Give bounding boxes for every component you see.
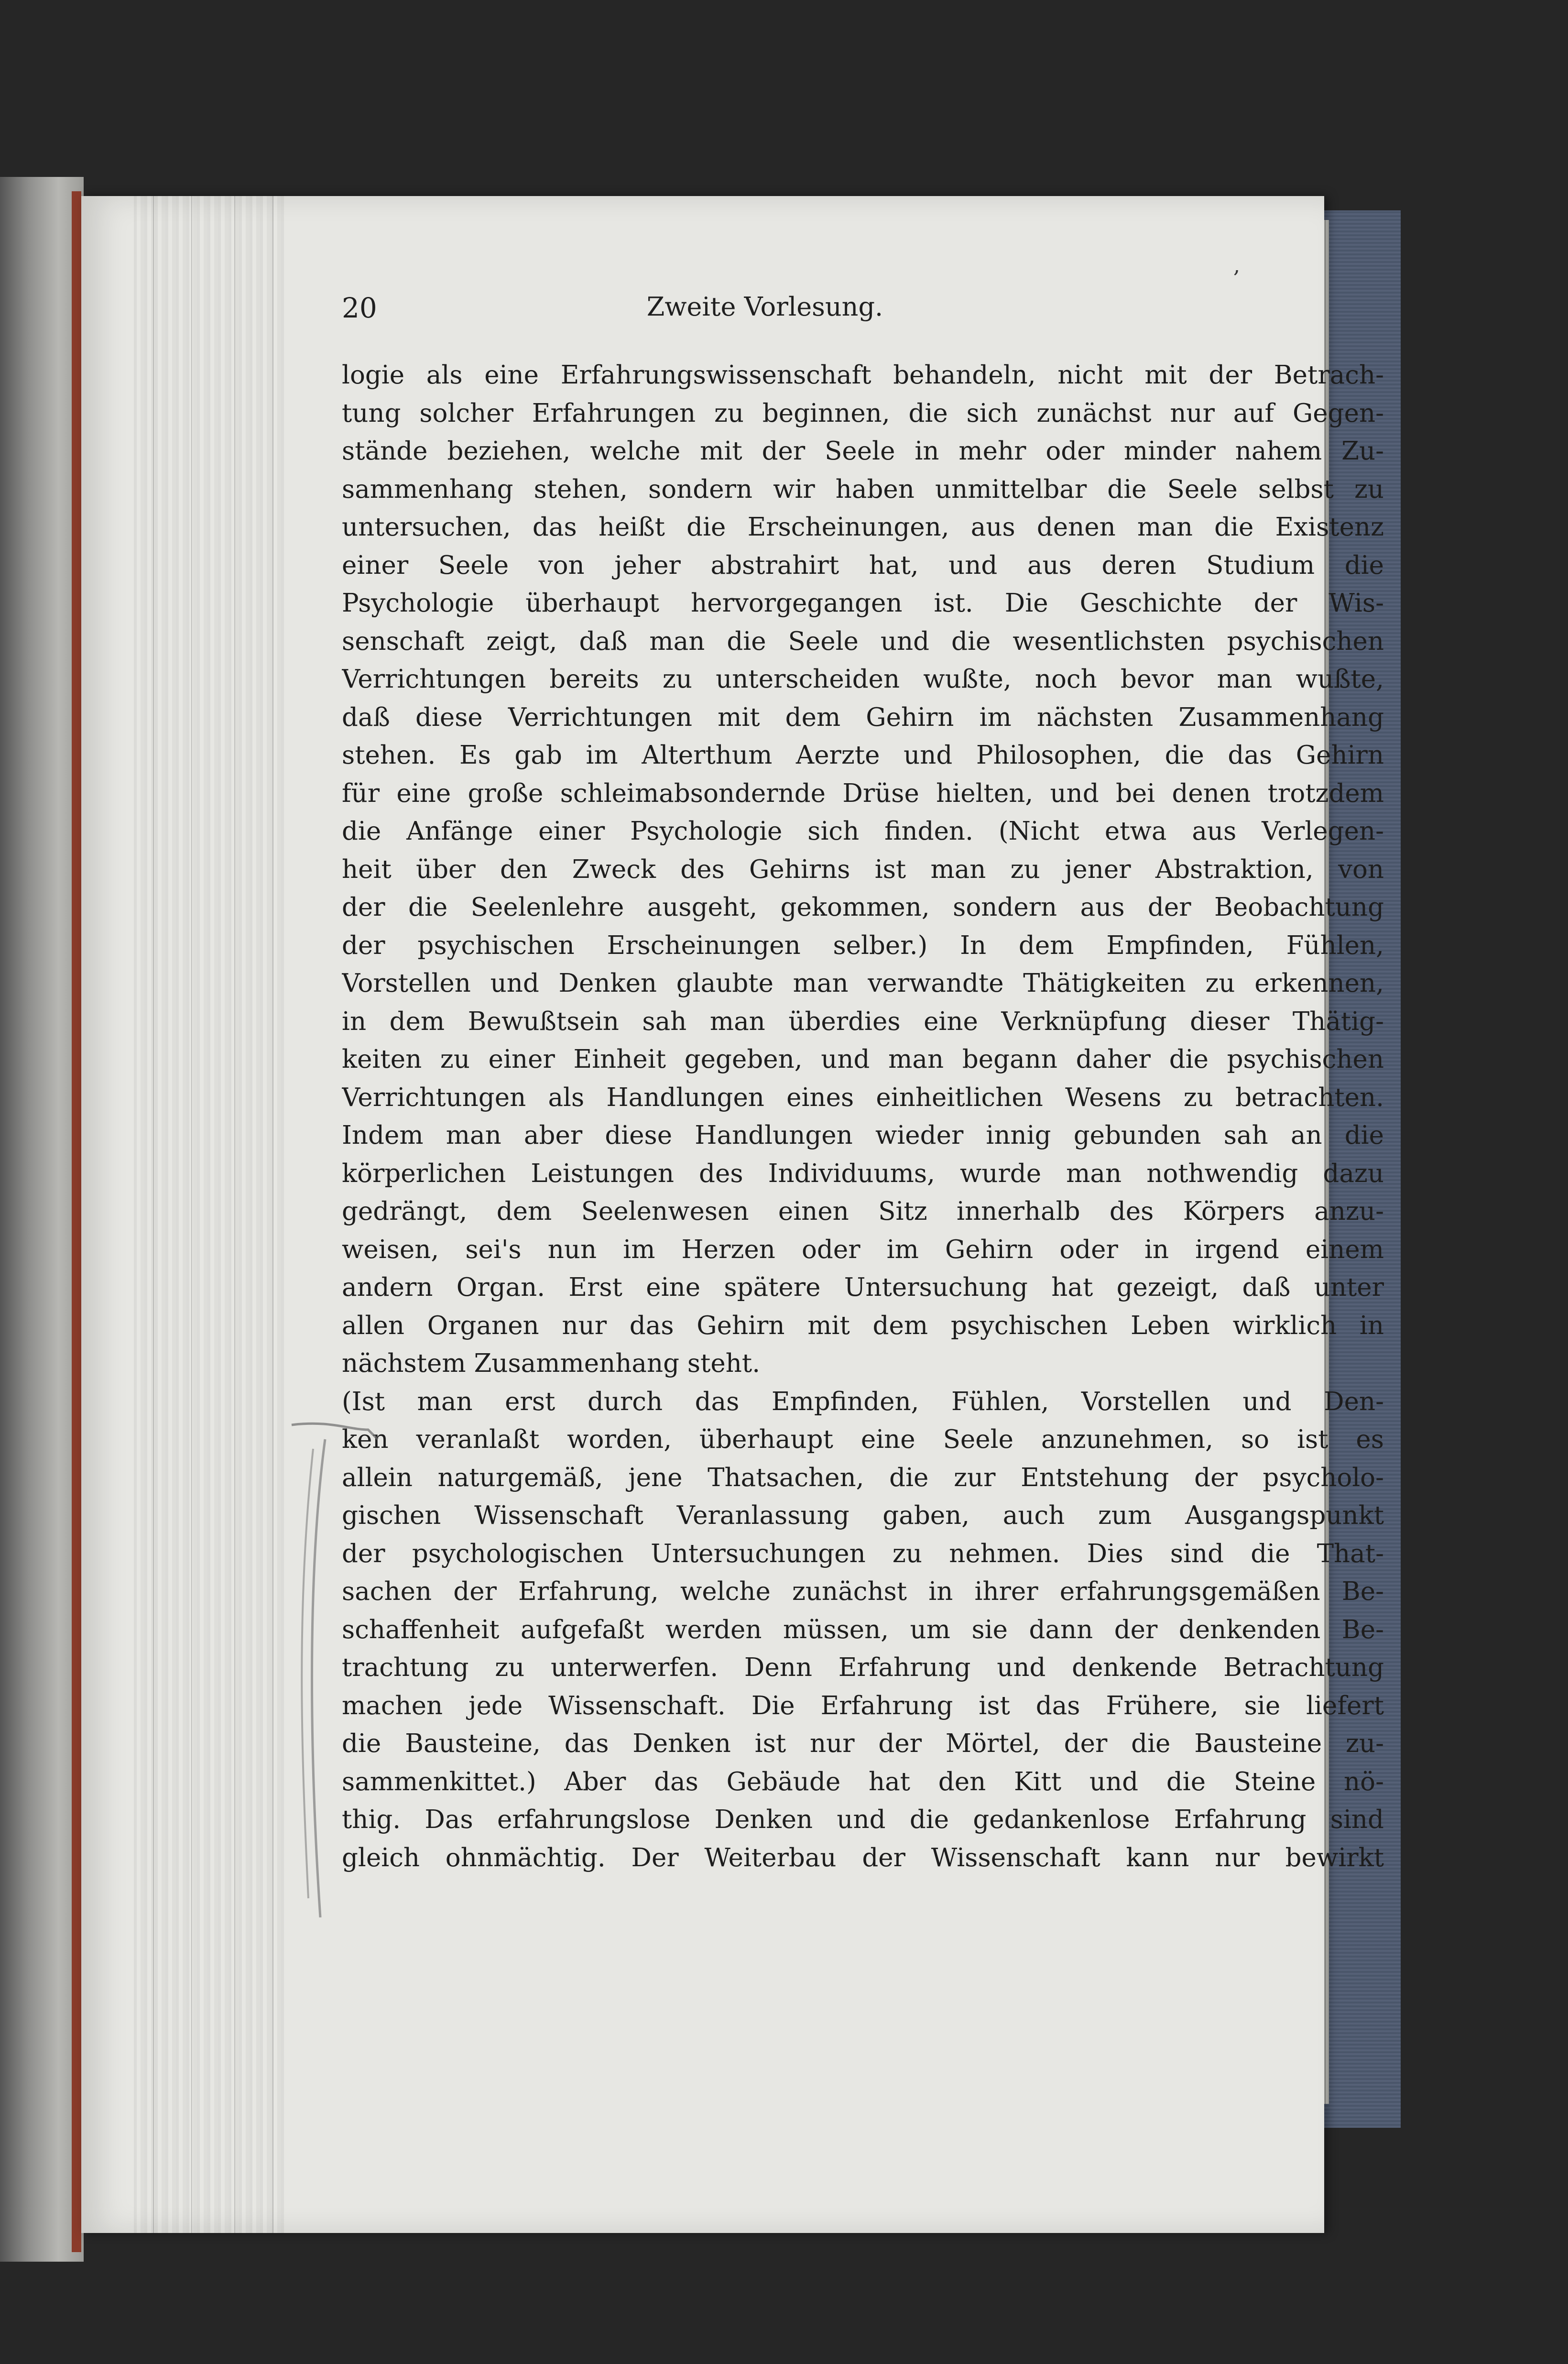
text-line: stände beziehen, welche mit der Seele in mehr oder minder nahem Zu- [342, 437, 1384, 466]
text-line: logie als eine Erfahrungswissenschaft behandeln, nicht mit der Betrach- [342, 361, 1384, 390]
text-line: allen Organen nur das Gehirn mit dem psychischen Leben wirklich in [342, 1311, 1384, 1340]
left-page-edge [0, 177, 84, 2262]
text-line: nächstem Zusammenhang steht. [342, 1349, 761, 1378]
text-line: sammenhang stehen, sondern wir haben unmittelbar die Seele selbst zu [342, 474, 1384, 504]
text-line: heit über den Zweck des Gehirns ist man zu jener Abstraktion, von [342, 854, 1384, 884]
text-line: untersuchen, das heißt die Erscheinungen, aus denen man die Existenz [342, 513, 1384, 542]
text-line: sachen der Erfahrung, welche zunächst in ihrer erfahrungsgemäßen Be- [342, 1577, 1384, 1606]
text-line: gedrängt, dem Seelenwesen einen Sitz innerhalb des Körpers anzu- [342, 1197, 1384, 1226]
text-line: trachtung zu unterwerfen. Denn Erfahrung und denkende Betrachtung [342, 1653, 1384, 1682]
text-line: machen jede Wissenschaft. Die Erfahrung ist das Frühere, sie liefert [342, 1691, 1384, 1720]
text-line: körperlichen Leistungen des Individuums, wurde man nothwendig dazu [342, 1159, 1384, 1188]
text-line: einer Seele von jeher abstrahirt hat, und aus deren Studium die [342, 550, 1384, 580]
text-line: keiten zu einer Einheit gegeben, und man begann daher die psychischen [342, 1045, 1384, 1074]
text-line: thig. Das erfahrungslose Denken und die gedankenlose Erfahrung sind [342, 1805, 1384, 1834]
text-line: andern Organ. Erst eine spätere Untersuchung hat gezeigt, daß unter [342, 1273, 1384, 1302]
pencil-annotations [81, 196, 1324, 2233]
text-line: weisen, sei's nun im Herzen oder im Gehirn oder in irgend einem [342, 1235, 1384, 1264]
book-page [81, 196, 1384, 2233]
text-line: Vorstellen und Denken glaubte man verwandte Thätigkeiten zu erkennen, [342, 969, 1384, 998]
text-line: Indem man aber diese Handlungen wieder innig gebunden sah an die [342, 1121, 1384, 1150]
text-line: tung solcher Erfahrungen zu beginnen, die sich zunächst nur auf Gegen- [342, 398, 1384, 428]
text-line: senschaft zeigt, daß man die Seele und die wesentlichsten psychischen [342, 626, 1384, 656]
page-number: 20 [342, 292, 377, 324]
text-line: stehen. Es gab im Alterthum Aerzte und Philosophen, die das Gehirn [342, 741, 1384, 770]
text-line: der psychischen Erscheinungen selber.) In dem Empfinden, Fühlen, [342, 930, 1384, 960]
text-line: für eine große schleimabsondernde Drüse hielten, und bei denen trotzdem [342, 778, 1384, 808]
text-line: die Anfänge einer Psychologie sich finden. (Nicht etwa aus Verlegen- [342, 817, 1384, 846]
text-line: Verrichtungen bereits zu unterscheiden wußte, noch bevor man wußte, [342, 665, 1384, 694]
pencil-margin-bracket [312, 1439, 326, 1917]
left-cover-edge [72, 191, 81, 2252]
text-line: der psychologischen Untersuchungen zu nehmen. Dies sind die That- [342, 1539, 1384, 1568]
text-line: (Ist man erst durch das Empfinden, Fühlen, Vorstellen und Den- [342, 1387, 1384, 1416]
text-line: ken veranlaßt worden, überhaupt eine Seele anzunehmen, so ist es [342, 1425, 1384, 1454]
chapter-title: Zweite Vorlesung. [646, 292, 883, 322]
pencil-margin-stroke [292, 1423, 378, 1439]
text-line: daß diese Verrichtungen mit dem Gehirn im nächsten Zusammenhang [342, 702, 1384, 732]
text-line: Verrichtungen als Handlungen eines einheitlichen Wesens zu betrachten. [342, 1083, 1384, 1112]
text-line: in dem Bewußtsein sah man überdies eine Verknüpfung dieser Thätig- [342, 1007, 1384, 1036]
text-line: Psychologie überhaupt hervorgegangen ist. Die Geschichte der Wis- [342, 589, 1384, 618]
text-line: allein naturgemäß, jene Thatsachen, die zur Entstehung der psycholo- [342, 1463, 1384, 1492]
text-line: sammenkittet.) Aber das Gebäude hat den Kitt und die Steine nö- [342, 1767, 1384, 1796]
text-line: gleich ohnmächtig. Der Weiterbau der Wissenschaft kann nur bewirkt [342, 1843, 1384, 1872]
ink-mark: , [1233, 253, 1240, 278]
text-line: schaffenheit aufgefaßt werden müssen, um sie dann der denkenden Be- [342, 1615, 1384, 1644]
text-line: gischen Wissenschaft Veranlassung gaben, auch zum Ausgangspunkt [342, 1501, 1384, 1530]
text-line: der die Seelenlehre ausgeht, gekommen, sondern aus der Beobachtung [342, 893, 1384, 922]
text-line: die Bausteine, das Denken ist nur der Mörtel, der die Bausteine zu- [342, 1729, 1384, 1758]
